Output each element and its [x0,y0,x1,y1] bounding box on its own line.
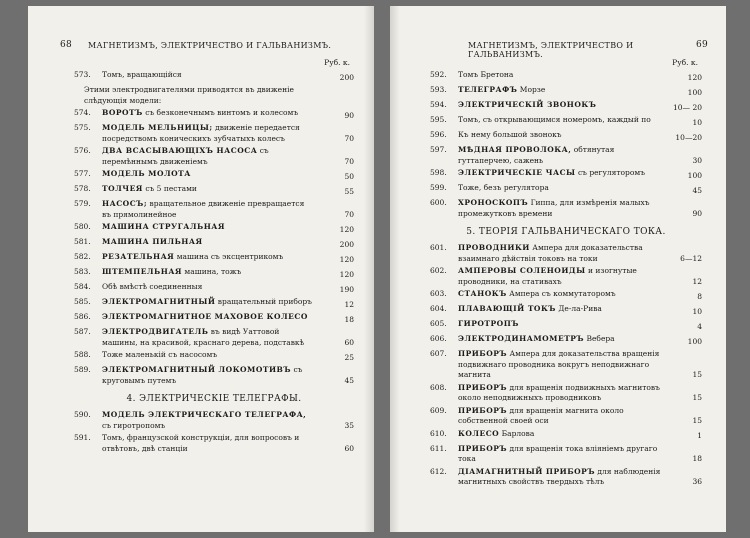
entry-item-text: Обѣ вмѣстѣ соединенныя [102,282,203,291]
entry-price: 6—12 [680,253,702,263]
entry-item-name: МОДЕЛЬ МОЛОТА [102,169,191,178]
catalog-entry [430,319,702,332]
entry-price: 70 [344,209,354,219]
catalog-entry [430,289,702,302]
entry-price: 12 [692,276,702,286]
entry-number: 574. [74,108,91,117]
entry-number: 598. [430,168,447,177]
catalog-entry [74,312,354,325]
entry-price: 70 [344,133,354,143]
entry-description [102,70,314,81]
entry-number: 592. [430,70,447,79]
entry-description [102,327,314,348]
entry-description [458,243,662,264]
entry-item-name: ШТЕМПЕЛЬНАЯ [102,267,183,276]
entry-item-name: ЭЛЕКТРИЧЕСКІЕ ЧАСЫ [458,168,576,177]
entry-item-name: ПРОВОДНИКИ [458,243,530,252]
entry-description [458,319,662,330]
entry-description [102,282,314,293]
left-page [28,6,374,532]
catalog-entry [74,297,354,310]
entry-item-name: ПРИБОРЪ [458,382,508,392]
entry-price: 90 [692,208,702,218]
entry-number: 590. [74,410,91,419]
catalog-entry [74,410,354,431]
entry-price: 55 [344,186,354,196]
entry-price: 8 [697,291,702,301]
entry-description [458,289,662,300]
left-note: Этими электродвигателями приводятся въ движеніе слѣдующія модели: [84,85,294,105]
entry-item-text: вращательное движеніе превращается въ прямолинейное [102,199,305,219]
entry-number: 606. [430,334,447,343]
entry-description [102,184,314,195]
right-running-header [430,40,708,59]
entry-price: 200 [339,239,354,249]
entry-number: 585. [74,297,91,306]
catalog-entry [430,198,702,219]
catalog-entry [430,243,702,264]
entry-item-name: ПРИБОРЪ [458,349,508,358]
catalog-entry [74,327,354,348]
entry-item-name: ПРИБОРЪ [458,405,508,415]
entry-item-name: МѢДНАЯ ПРОВОЛОКА, [458,145,572,154]
entry-item-text: Ампера для доказательства вращенія подвижнаго проводника вокругъ неподвижнаго магнита [458,349,660,379]
entry-price: 200 [339,72,354,82]
entry-description [458,349,662,381]
entry-number: 591. [74,433,91,442]
left-entries-a [74,70,354,83]
entry-description [458,467,662,488]
right-page-number: 69 [695,40,708,50]
catalog-entry [430,334,702,347]
entry-description [458,198,662,219]
catalog-entry [430,429,702,442]
entry-number: 608. [430,382,447,392]
entry-price: 10— 20 [673,102,702,112]
entry-description [102,169,314,180]
entry-price: 120 [339,224,354,234]
entry-number: 600. [430,198,447,207]
entry-description [102,237,314,248]
entry-number: 577. [74,169,91,178]
entry-price: 60 [344,443,354,453]
entry-item-name: РЕЗАТЕЛЬНАЯ [102,252,175,261]
entry-price: 120 [339,269,354,279]
entry-number: 581. [74,237,91,246]
catalog-entry [74,108,354,121]
entry-number: 587. [74,327,91,336]
entry-description [458,183,662,194]
entry-item-name: ГИРОТРОПЪ [458,319,519,328]
entry-item-text: для наблюденія магнитныхъ свойствъ твердыхъ тѣлъ [458,466,661,486]
entry-number: 611. [430,443,447,453]
entry-price: 100 [687,170,702,180]
entry-description [102,410,314,431]
entry-number: 588. [74,350,91,359]
entry-price: 120 [687,72,702,82]
entry-price: 12 [344,299,354,309]
catalog-entry [430,130,702,143]
entry-description [102,222,314,233]
entry-price: 45 [692,185,702,195]
entry-item-text: машина, тожъ [182,267,242,276]
entry-description [458,304,662,315]
catalog-entry [430,406,702,427]
entry-item-text: съ 5 пестами [142,184,197,193]
entry-item-name: ТОЛЧЕЯ [102,184,143,193]
left-entries-b [74,108,354,386]
entry-description [102,146,314,167]
entry-number: 576. [74,146,91,155]
catalog-entry [74,184,354,197]
entry-item-name: МОДЕЛЬ ЭЛЕКТРИЧЕСКАГО ТЕЛЕГРАФА, [102,410,307,419]
entry-item-text: обтянутая гуттаперчею, сажень [458,145,615,165]
entry-item-name: ТЕЛЕГРАФЪ [458,85,518,94]
catalog-entry [430,145,702,166]
catalog-entry [74,222,354,235]
entry-item-text: Тоже маленькій съ насосомъ [102,350,218,359]
entry-item-name: ХРОНОСКОПЪ [458,198,529,207]
left-page-number: 68 [60,40,73,50]
entry-number: 604. [430,304,447,313]
entry-description [102,365,314,386]
entry-number: 584. [74,282,91,291]
entry-price: 18 [344,314,354,324]
catalog-entry [74,237,354,250]
entry-item-text: для вращенія тока вліяніемъ другаго тока [458,443,658,463]
entry-price: 70 [344,156,354,166]
entry-item-text: для вращенія магнита около собственной своей оси [458,405,624,425]
entry-price: 190 [339,284,354,294]
entry-item-name: ЭЛЕКТРОМАГНИТНЫЙ [102,297,216,306]
catalog-entry [74,199,354,220]
entry-item-name: МАШИНА СТРУГАЛЬНАЯ [102,222,226,231]
entry-description [102,252,314,263]
right-running-head: МАГНЕТИЗМЪ, ЭЛЕКТРИЧЕСТВО И ГАЛЬВАНИЗМЪ. [468,41,634,59]
entry-item-name: ПЛАВАЮЩІЙ ТОКЪ [458,304,556,313]
entry-item-text: съ гиротропомъ [102,420,166,430]
entry-price: 36 [692,477,702,486]
entry-price: 10—20 [675,132,702,142]
entry-item-text: съ регуляторомъ [575,168,645,177]
entry-item-text: Къ нему большой звонокъ [458,130,562,139]
entry-price: 15 [692,393,702,402]
entry-item-text: Барлова [499,428,535,438]
entry-item-name: МОДЕЛЬ МЕЛЬНИЦЫ; [102,123,213,132]
entry-item-text: Томъ, съ открывающимся номеромъ, каждый по [458,115,651,124]
entry-price: 30 [692,155,702,165]
catalog-entry [430,183,702,196]
entry-price: 100 [687,336,702,346]
entry-number: 582. [74,252,91,261]
left-entries-c [74,410,354,454]
catalog-entry [74,365,354,386]
entry-item-name: ПРИБОРЪ [458,443,508,453]
entry-description [458,334,662,345]
entry-description [458,85,662,96]
catalog-entry [430,168,702,181]
entry-number: 595. [430,115,447,124]
entry-price: 50 [344,171,354,181]
entry-item-name: ДІАМАГНИТНЫЙ ПРИБОРЪ [458,466,595,476]
entry-number: 607. [430,349,447,358]
entry-item-name: ВОРОТЪ [102,108,143,117]
entry-item-text: съ круговымъ путемъ [102,365,303,385]
entry-description [102,433,314,454]
entry-item-name: ЭЛЕКТРОДИНАМОМЕТРЪ [458,334,585,343]
entry-item-text: Морзе [517,85,546,94]
entry-item-text: съ перемѣннымъ движеніемъ [102,146,269,166]
entry-price: 4 [697,321,702,331]
entry-description [102,199,314,220]
left-running-head: МАГНЕТИЗМЪ, ЭЛЕКТРИЧЕСТВО И ГАЛЬВАНИЗМЪ. [88,41,332,50]
catalog-entry [74,350,354,363]
entry-item-text: Тоже, безъ регулятора [458,183,549,192]
right-section-title: 5. ТЕОРІЯ ГАЛЬВАНИЧЕСКАГО ТОКА. [466,227,666,237]
entry-item-name: АМПЕРОВЫ СОЛЕНОИДЫ [458,266,586,275]
entry-item-text: съ безконечнымъ винтомъ и колесомъ [142,108,299,117]
entry-price: 60 [344,337,354,347]
entry-description [458,168,662,179]
entry-price: 1 [697,431,702,440]
entry-price: 10 [692,117,702,127]
catalog-entry [74,70,354,83]
entry-number: 586. [74,312,91,321]
entry-description [458,145,662,166]
entry-item-name: ДВА ВСАСЫВАЮЩІХЪ НАСОСА [102,146,258,155]
entry-number: 579. [74,199,91,208]
entry-item-text: Ампера съ коммутаторомъ [506,289,616,298]
entry-item-name: ЭЛЕКТРИЧЕСКІЙ ЗВОНОКЪ [458,100,597,109]
entry-price: 100 [687,87,702,97]
entry-item-text: движеніе передается посредствомъ коническихъ зубчатыхъ колесъ [102,123,300,143]
entry-description [102,267,314,278]
right-entries-a [430,70,702,219]
entry-description [458,130,662,141]
entry-number: 597. [430,145,447,154]
catalog-entry [74,267,354,280]
entry-number: 610. [430,428,447,438]
entry-number: 602. [430,266,447,275]
entry-number: 599. [430,183,447,192]
entry-item-name: МАШИНА ПИЛЬНАЯ [102,237,203,246]
entry-number: 583. [74,267,91,276]
entry-description [102,108,314,119]
entry-item-name: ЭЛЕКТРОМАГНИТНЫЙ ЛОКОМОТИВЪ [102,365,292,374]
entry-number: 609. [430,405,447,415]
entry-price: 18 [692,454,702,463]
entry-number: 580. [74,222,91,231]
entry-item-name: СТАНОКЪ [458,289,507,298]
entry-description [458,115,662,126]
catalog-entry [430,85,702,98]
entry-description [458,444,662,465]
entry-number: 573. [74,70,91,79]
catalog-entry [74,433,354,454]
catalog-entry [74,123,354,144]
entry-item-text: машина съ эксцентрикомъ [174,252,284,261]
catalog-entry [430,115,702,128]
entry-number: 578. [74,184,91,193]
entry-item-text: и изогнутые проводники, на стативахъ [458,266,637,286]
entry-price: 120 [339,254,354,264]
entry-price: 90 [344,110,354,120]
entry-description [458,266,662,287]
entry-price: 15 [692,416,702,425]
entry-number: 612. [430,466,447,476]
catalog-entry [74,282,354,295]
entry-description [458,429,662,440]
entry-description [102,123,314,144]
entry-item-text: Де-ла-Рива [555,304,602,313]
entry-description [102,312,314,323]
entry-description [458,406,662,427]
catalog-entry [430,70,702,83]
catalog-entry [74,169,354,182]
entry-number: 605. [430,319,447,328]
entry-item-text: для вращенія подвижныхъ магнитовъ около неподвижныхъ проводниковъ [458,382,660,402]
entry-price: 25 [344,352,354,362]
entry-item-text: вращательный приборъ [215,297,312,306]
entry-number: 603. [430,289,447,298]
right-entries-b [430,243,702,488]
entry-description [102,350,314,361]
catalog-entry [430,444,702,465]
entry-number: 593. [430,85,447,94]
catalog-entry [430,304,702,317]
entry-description [102,297,314,308]
catalog-entry [430,100,702,113]
right-price-units: Руб. к. [672,58,698,67]
entry-price: 45 [344,375,354,385]
catalog-entry [74,252,354,265]
entry-price: 10 [692,306,702,316]
entry-number: 575. [74,123,91,132]
catalog-entry [430,266,702,287]
entry-item-text: Томъ Бретона [458,70,514,79]
catalog-entry [430,467,702,488]
entry-item-text: Томъ, вращающійся [102,70,182,79]
catalog-entry [74,146,354,167]
entry-item-name: ЭЛЕКТРОМАГНИТНОЕ МАХОВОЕ КОЛЕСО [102,312,308,321]
entry-item-name: КОЛЕСО [458,428,500,438]
gutter-shadow [364,6,374,532]
entry-description [458,383,662,404]
entry-price: 35 [344,420,354,430]
entry-item-text: въ видѣ Уаттовой машины, на красивой, краснаго дерева, подставкѣ [102,327,305,347]
entry-number: 601. [430,243,447,252]
gutter-shadow [390,6,400,532]
entry-item-text: Гиппа, для измѣренія малыхъ промежутковъ времени [458,198,650,218]
left-section-title: 4. ЭЛЕКТРИЧЕСКІЕ ТЕЛЕГРАФЫ. [126,394,302,404]
entry-description [458,100,662,111]
left-running-header [60,40,354,54]
entry-item-text: Ампера для доказательства взаимнаго дѣйствія токовъ на токи [458,243,643,263]
catalog-entry [430,383,702,404]
entry-item-name: ЭЛЕКТРОДВИГАТЕЛЬ [102,327,209,336]
entry-number: 596. [430,130,447,139]
right-page [390,6,726,532]
entry-price: 15 [692,370,702,379]
entry-number: 594. [430,100,447,109]
entry-item-text: Вебера [584,334,615,343]
entry-number: 589. [74,365,91,374]
catalog-entry [430,349,702,381]
entry-item-text: Томъ, французской конструкціи, для вопросовъ и отвѣтовъ, двѣ станціи [102,433,300,453]
entry-item-name: НАСОСЪ; [102,199,148,208]
left-price-units: Руб. к. [324,58,350,67]
entry-description [458,70,662,81]
